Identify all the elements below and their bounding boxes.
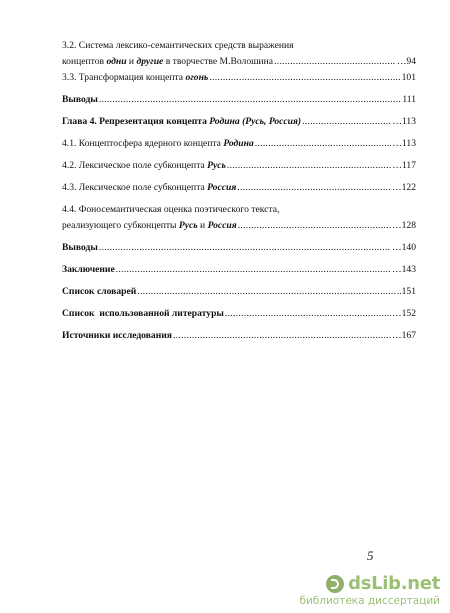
toc-text: 4.3. Лексическое поле субконцепта	[62, 182, 208, 193]
dot-leader	[227, 158, 391, 174]
dslib-logo-icon	[326, 575, 344, 593]
toc-entry-title: Выводы	[62, 94, 98, 105]
toc-line	[62, 218, 416, 234]
toc-text: реализующего субконцепты	[62, 220, 179, 231]
toc-text: в творчестве М.Волошина	[163, 56, 274, 67]
toc-page-number: …113	[392, 116, 416, 127]
page-number: 5	[367, 548, 374, 563]
toc-entry-title	[62, 114, 301, 130]
toc-text: 4.2. Лексическое поле субконцепта	[62, 160, 208, 171]
watermark-logo	[299, 573, 440, 594]
toc-entry-title	[62, 70, 208, 86]
dot-leader	[116, 262, 391, 278]
toc-entry-title	[62, 180, 236, 196]
toc-line	[62, 92, 416, 108]
dot-leader	[302, 114, 391, 130]
toc-text: 4.1. Концептосфера ядерного концепта	[62, 138, 224, 149]
concept-term: другие	[136, 56, 164, 67]
dot-leader	[225, 306, 391, 322]
chapter-label: Глава 4. Репрезентация концепта	[62, 116, 210, 127]
toc-entry-title: Источники исследования	[62, 330, 172, 341]
concept-term: огонь	[185, 72, 209, 83]
toc-line	[62, 158, 416, 174]
toc-page-number: …94	[396, 56, 416, 67]
toc-line	[62, 38, 416, 54]
watermark	[299, 573, 440, 607]
toc-page-number: …143	[392, 264, 416, 275]
toc-page-number: …113	[392, 138, 416, 149]
concept-term: Русь	[178, 220, 198, 231]
concept-term: Родина	[223, 138, 254, 149]
toc-entry-title	[62, 38, 294, 54]
dot-leader	[237, 180, 391, 196]
toc-page-number: …122	[392, 182, 416, 193]
toc-text: 3.2. Система лексико-семантических средств выражения	[62, 40, 294, 51]
toc-entry-title	[62, 158, 226, 174]
dot-leader	[137, 284, 396, 300]
toc-page-number: …140	[392, 242, 416, 253]
toc-line	[62, 114, 416, 130]
toc-line	[62, 328, 416, 344]
toc-entry-title: Список использованной литературы	[62, 308, 224, 319]
toc-page-number: …167	[392, 330, 416, 341]
toc-page-number: …117	[392, 160, 416, 171]
toc-page-number: ..151	[396, 286, 416, 297]
toc-line	[62, 284, 416, 300]
dot-leader	[209, 70, 400, 86]
concept-term: Русь	[207, 160, 226, 171]
toc-page-number: 101	[401, 72, 416, 83]
dot-leader	[99, 92, 401, 108]
toc-text: и	[126, 56, 137, 67]
concept-term: Родина (Русь, Россия)	[209, 116, 302, 127]
dot-leader	[99, 240, 391, 256]
toc-line	[62, 240, 416, 256]
table-of-contents	[62, 38, 416, 344]
watermark-subtitle: библиотека диссертаций	[299, 595, 440, 607]
toc-text: концептов	[62, 56, 107, 67]
toc-page-number: …128	[392, 220, 416, 231]
toc-entry-title	[62, 136, 254, 152]
toc-line	[62, 306, 416, 322]
concept-term: Россия	[207, 220, 237, 231]
dot-leader	[255, 136, 392, 152]
toc-line	[62, 54, 416, 70]
dot-leader	[274, 54, 396, 70]
toc-entry-title: Заключение	[62, 264, 115, 275]
toc-text: и	[197, 220, 208, 231]
dot-leader	[238, 218, 391, 234]
toc-entry-title	[62, 54, 273, 70]
watermark-name: dsLib.net	[348, 573, 440, 594]
concept-term: Россия	[207, 182, 237, 193]
toc-line	[62, 202, 416, 218]
toc-line	[62, 180, 416, 196]
toc-line	[62, 70, 416, 86]
toc-line	[62, 262, 416, 278]
toc-entry-title: Список словарей	[62, 286, 137, 297]
concept-term: одни	[106, 56, 127, 67]
toc-page-number: 111	[402, 94, 416, 105]
toc-page-number: …152	[392, 308, 416, 319]
toc-entry-title: 4.4. Фоносемантическая оценка поэтического текста,	[62, 204, 280, 215]
toc-entry-title	[62, 218, 237, 234]
dot-leader	[173, 328, 391, 344]
toc-entry-title: Выводы	[62, 242, 98, 253]
toc-line	[62, 136, 416, 152]
toc-text: 3.3. Трансформация концепта	[62, 72, 186, 83]
